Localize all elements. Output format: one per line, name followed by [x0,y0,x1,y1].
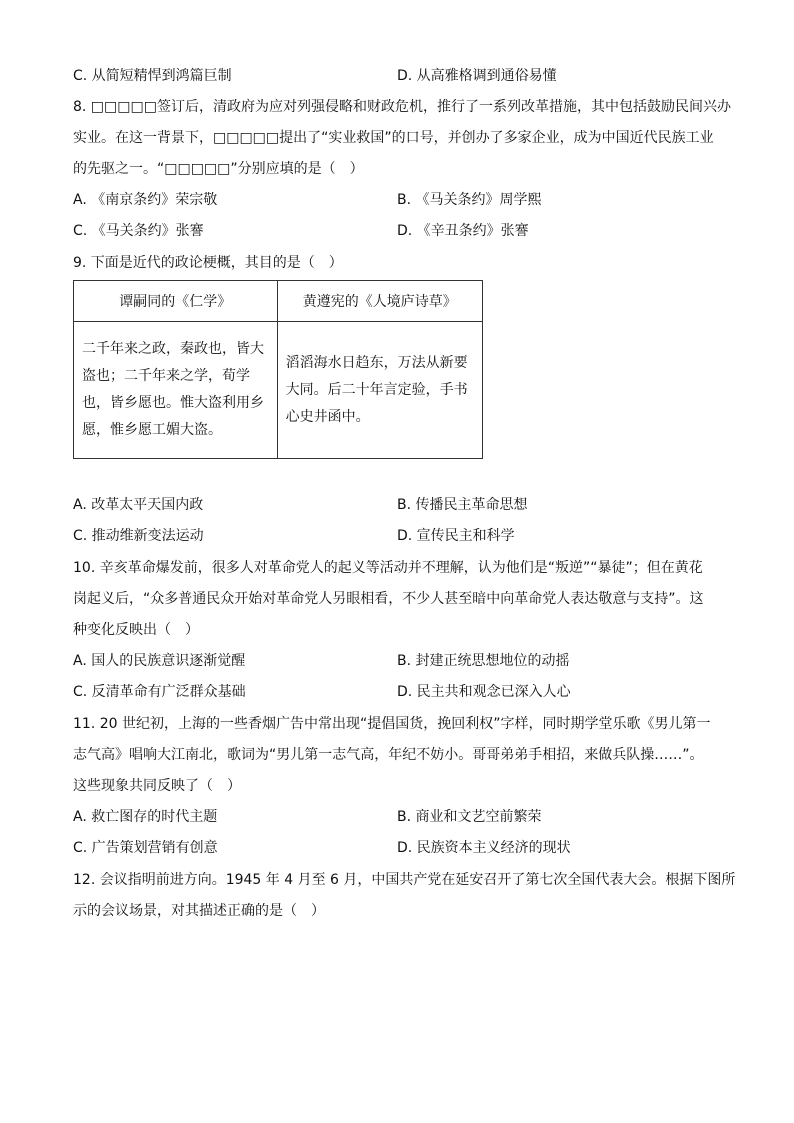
q12-stem-line-1: 12. 会议指明前进方向。1945 年 4 月至 6 月，中国共产党在延安召开了第七次全国代表大会。根据下图所 [73,872,736,888]
q11-stem-line-2: 志气高》唱响大江南北，歌词为“男儿第一志气高，年纪不妨小。哥哥弟弟手相招，来做兵队操……”。 [73,747,704,763]
q9-option-a: A. 改革太平天国内政 [73,497,204,513]
q8-option-d: D. 《辛丑条约》张謇 [397,223,529,239]
q9-option-b: B. 传播民主革命思想 [397,497,528,513]
q9-table [73,280,483,459]
q9-option-d: D. 宣传民主和科学 [397,528,515,544]
q10-option-b: B. 封建正统思想地位的动摇 [397,653,570,669]
q10-stem-line-1: 10. 辛亥革命爆发前，很多人对革命党人的起义等活动并不理解，认为他们是“叛逆”“暴徒”；但在黄花 [73,560,703,576]
q9-option-c: C. 推动维新变法运动 [73,528,204,544]
q9-table-header-1: 谭嗣同的《仁学》 [74,281,278,322]
q9-table-cell-1 [74,322,278,459]
q10-option-c: C. 反清革命有广泛群众基础 [73,684,246,700]
q7-option-c: C. 从简短精悍到鸿篇巨制 [73,68,232,84]
q8-stem-line-1: 8. □□□□□签订后，清政府为应对列强侵略和财政危机，推行了一系列改革措施，其中包括鼓励民间兴办 [73,99,731,115]
q9-cell-2-text: 滔滔海水日趋东，万法从新要大同。后二十年言定验，手书心史井函中。 [285,354,468,425]
q8-option-c: C. 《马关条约》张謇 [73,223,204,239]
q11-option-c: C. 广告策划营销有创意 [73,840,218,856]
q9-table-header-2: 黄遵宪的《人境庐诗草》 [277,281,482,322]
q10-stem-line-2: 岗起义后，“众多普通民众开始对革命党人另眼相看，不少人甚至暗中向革命党人表达敬意与支持”。这 [73,591,704,607]
q12-stem-line-2: 示的会议场景，对其描述正确的是（ ） [73,903,325,919]
q11-stem-line-1: 11. 20 世纪初，上海的一些香烟广告中常出现“提倡国货，挽回利权”字样，同时期学堂乐歌《男儿第一 [73,716,711,732]
q9-cell-1-text: 二千年来之政，秦政也，皆大盗也；二千年来之学，荀学也，皆乡愿也。惟大盗利用乡愿，惟乡愿工媚大盗。 [82,341,264,438]
q8-stem-line-3: 的先驱之一。“□□□□□”分别应填的是（ ） [73,161,364,177]
q11-option-b: B. 商业和文艺空前繁荣 [397,809,542,825]
q9-table-cell-2 [277,322,482,459]
q11-stem-line-3: 这些现象共同反映了（ ） [73,778,241,794]
q8-option-b: B. 《马关条约》周学熙 [397,192,542,208]
q8-option-a: A. 《南京条约》荣宗敬 [73,192,218,208]
q10-option-a: A. 国人的民族意识逐渐觉醒 [73,653,246,669]
q11-option-a: A. 救亡图存的时代主题 [73,809,218,825]
q9-stem: 9. 下面是近代的政论梗概，其目的是（ ） [73,255,343,271]
q10-stem-line-3: 种变化反映出（ ） [73,622,199,638]
q8-stem-line-2: 实业。在这一背景下，□□□□□提出了“实业救国”的口号，并创办了多家企业，成为中国近代民族工业 [73,130,714,146]
q7-option-d: D. 从高雅格调到通俗易懂 [397,68,557,84]
q11-option-d: D. 民族资本主义经济的现状 [397,840,571,856]
q10-option-d: D. 民主共和观念已深入人心 [397,684,571,700]
